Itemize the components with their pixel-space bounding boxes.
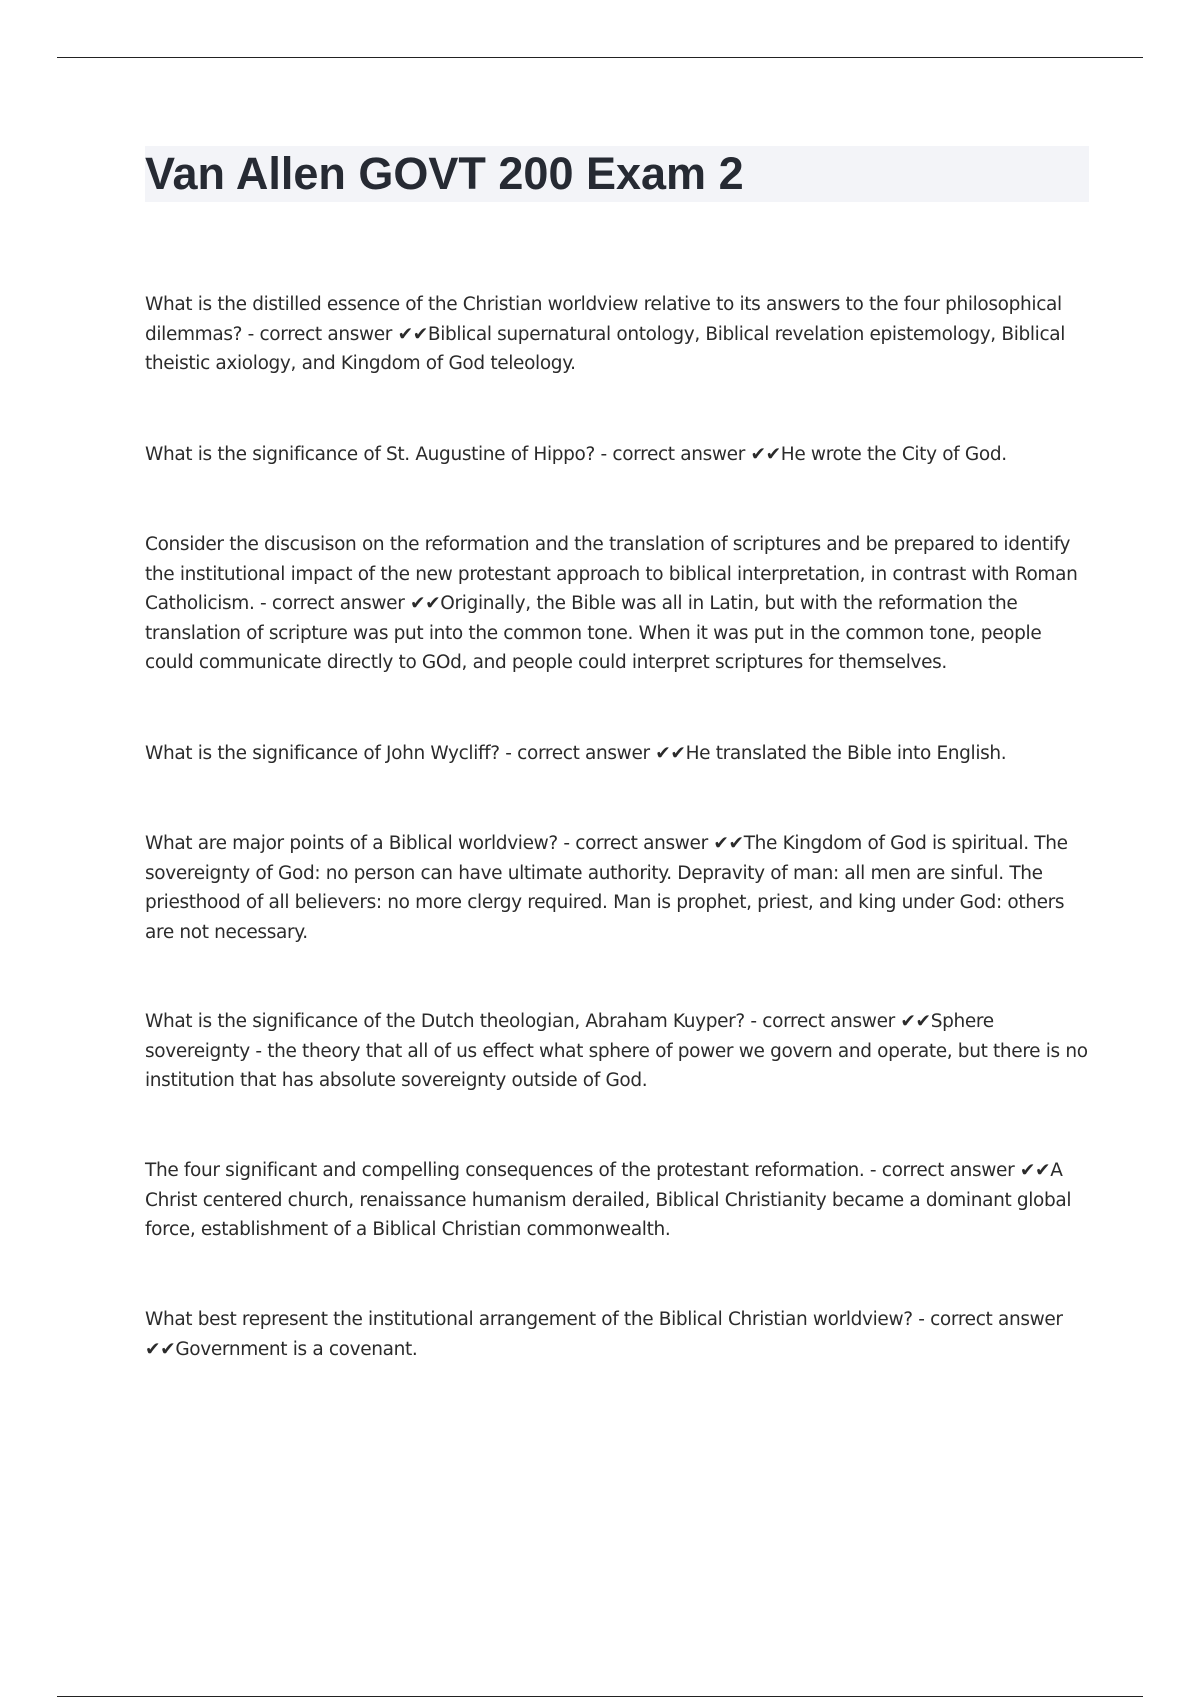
correct-answer-label: - correct answer <box>242 323 398 345</box>
qa-item-3 <box>145 530 1089 678</box>
answer-text: The Kingdom of God is spiritual. The sovereignty of God: no person can have ultimate authority. Depravity of man: all men are sinful. The priesthood of all believers: no more clergy required. Man is prophet, priest, and king under God: others are not necessary. <box>145 833 1068 943</box>
double-check-icon: ✔✔ <box>397 323 428 345</box>
correct-answer-label: - correct answer <box>594 444 751 465</box>
answer-text: Biblical supernatural ontology, Biblical revelation epistemology, Biblical theistic axiology, and Kingdom of God teleology. <box>145 323 1066 374</box>
bottom-rule <box>57 1696 1143 1697</box>
question-text: What are major points of a Biblical worldview? <box>145 833 558 854</box>
answer-text: Sphere sovereignty - the theory that all of us effect what sphere of power we govern and operate, but there is no institution that has absolute sovereignty outside of God. <box>145 1011 1088 1091</box>
double-check-icon: ✔✔ <box>655 743 686 764</box>
correct-answer-label: - correct answer <box>864 1160 1020 1181</box>
top-rule <box>57 57 1143 58</box>
correct-answer-label: - correct answer <box>499 743 656 764</box>
answer-text: He wrote the City of God. <box>780 444 1007 465</box>
question-text: What best represent the institutional arrangement of the Biblical Christian worldview? <box>145 1309 913 1330</box>
answer-text: A Christ centered church, renaissance humanism derailed, Biblical Christianity became a dominant global force, establishment of a Biblical Christian commonwealth. <box>145 1160 1072 1240</box>
qa-item-2 <box>145 440 1089 470</box>
double-check-icon: ✔✔ <box>1019 1160 1051 1181</box>
question-text: Consider the discusison on the reformation and the translation of scriptures and be prepared to identify the institutional impact of the new protestant approach to biblical interpretation, in contrast with Roman Catholicism. <box>145 534 1078 614</box>
correct-answer-label: - correct answer <box>744 1011 901 1032</box>
question-text: What is the distilled essence of the Christian worldview relative to its answers to the four philosophical dilemmas? <box>145 294 1062 345</box>
qa-item-7 <box>145 1156 1089 1245</box>
question-text: What is the significance of the Dutch theologian, Abraham Kuyper? <box>145 1011 745 1032</box>
answer-text: He translated the Bible into English. <box>685 743 1007 764</box>
double-check-icon: ✔✔ <box>750 444 781 465</box>
double-check-icon: ✔✔ <box>713 833 744 854</box>
double-check-icon: ✔✔ <box>900 1011 931 1032</box>
correct-answer-label: - correct answer <box>557 833 714 854</box>
qa-item-5 <box>145 829 1089 947</box>
qa-item-8 <box>145 1305 1089 1364</box>
question-text: What is the significance of St. Augustine of Hippo? <box>145 444 595 465</box>
correct-answer-label: - correct answer <box>254 593 410 614</box>
question-text: What is the significance of John Wycliff? <box>145 743 500 764</box>
answer-text: Originally, the Bible was all in Latin, but with the reformation the translation of scripture was put into the common tone. When it was put in the common tone, people could communicate directly to GOd, and people could interpret scriptures for themselves. <box>145 593 1042 673</box>
question-text: The four significant and compelling consequences of the protestant reformation. <box>145 1160 865 1181</box>
answer-text: Government is a covenant. <box>175 1338 418 1360</box>
qa-item-6 <box>145 1007 1089 1096</box>
page-title: Van Allen GOVT 200 Exam 2 <box>145 148 744 199</box>
qa-item-4 <box>145 739 1089 769</box>
correct-answer-label: - correct answer <box>912 1309 1063 1330</box>
qa-item-1 <box>145 290 1089 379</box>
double-check-icon: ✔✔ <box>145 1338 176 1360</box>
double-check-icon: ✔✔ <box>409 593 441 614</box>
